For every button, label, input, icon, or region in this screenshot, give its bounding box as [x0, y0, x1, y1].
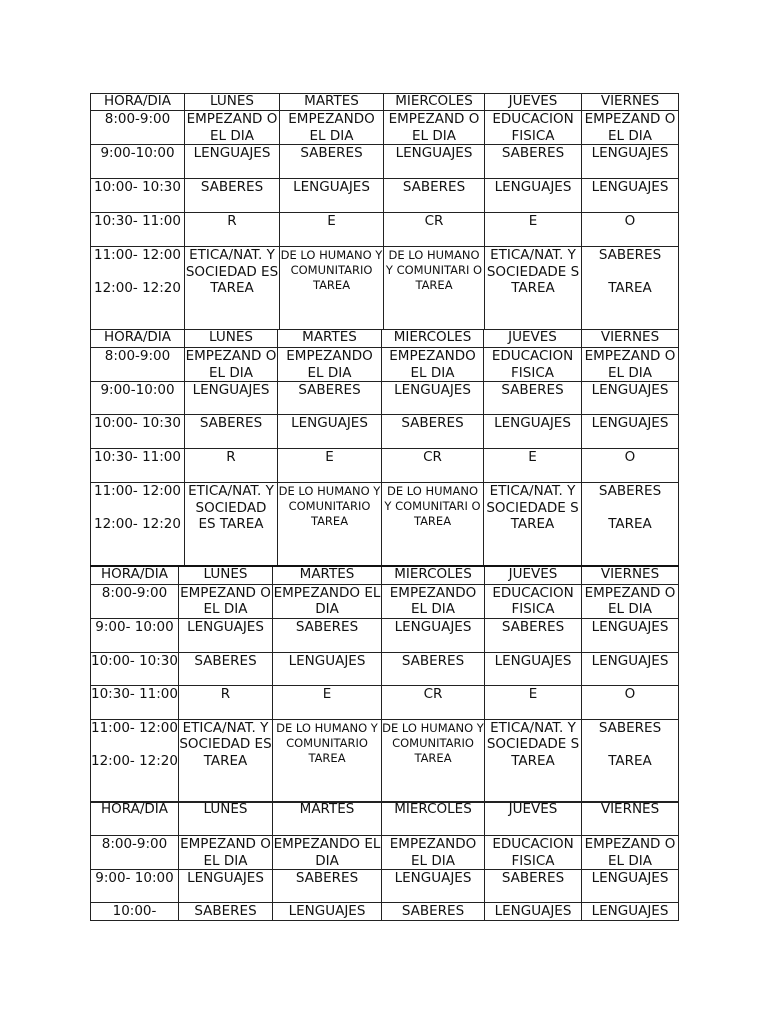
table-row	[91, 179, 679, 213]
header-lunes: LUNES	[185, 330, 278, 348]
class-cell: EMPEZANDO EL DIA	[273, 584, 381, 617]
class-cell: LENGUAJES	[382, 382, 484, 415]
hora-cell: 8:00-9:00	[91, 348, 185, 382]
class-cell: LENGUAJES	[179, 870, 273, 903]
hora-cell: 10:30- 11:00	[91, 449, 185, 483]
table-row	[91, 111, 679, 145]
class-cell: EMPEZAND O EL DIA	[582, 348, 679, 382]
header-hora: HORA/DIA	[91, 330, 185, 348]
hora-cell: 10:00- 10:30	[91, 652, 179, 685]
class-cell: SABERES	[179, 652, 273, 685]
class-cell: CR	[384, 213, 485, 247]
table-row	[91, 483, 679, 566]
class-cell: DE LO HUMANO Y COMUNITARI O TAREA	[382, 483, 484, 566]
class-cell: SABERES TAREA	[582, 247, 679, 330]
class-cell: SABERES	[185, 415, 278, 449]
table-row	[91, 449, 679, 483]
class-cell: EDUCACION FISICA	[484, 348, 582, 382]
schedule-table-3	[90, 565, 679, 803]
class-cell: SABERES	[280, 145, 384, 179]
class-cell: LENGUAJES	[485, 903, 582, 921]
schedule-table-1	[90, 93, 679, 330]
class-cell: SABERES	[484, 382, 582, 415]
class-cell: LENGUAJES	[582, 382, 679, 415]
class-cell: SABERES	[185, 179, 280, 213]
class-cell: LENGUAJES	[582, 870, 679, 903]
header-miercoles: MIERCOLES	[382, 802, 485, 836]
class-cell: DE LO HUMANO Y COMUNITARIO TAREA	[280, 247, 384, 330]
table-row	[91, 685, 679, 719]
class-cell: EMPEZAND O EL DIA	[582, 584, 679, 618]
header-miercoles: MIERCOLES	[382, 566, 485, 584]
class-cell: LENGUAJES	[278, 415, 382, 449]
class-cell: ETICA/NAT. Y SOCIEDAD ES TAREA	[185, 483, 278, 566]
table-row	[91, 903, 679, 921]
class-cell: SABERES	[273, 618, 382, 652]
table-row	[91, 584, 679, 618]
class-cell: SABERES	[273, 870, 382, 903]
class-cell: CR	[382, 449, 484, 483]
class-cell: ETICA/NAT. Y SOCIEDADE S TAREA	[485, 247, 582, 330]
class-cell: O	[582, 213, 679, 247]
class-cell: DE LO HUMANO Y COMUNITARIO TAREA	[273, 719, 382, 802]
class-cell: E	[278, 449, 382, 483]
class-cell: E	[273, 685, 382, 719]
header-martes: MARTES	[273, 802, 382, 836]
hora-cell: 10:30- 11:00	[91, 213, 185, 247]
class-cell: LENGUAJES	[185, 145, 280, 179]
header-jueves: JUEVES	[485, 94, 582, 111]
class-cell: LENGUAJES	[382, 870, 485, 903]
header-miercoles: MIERCOLES	[384, 94, 485, 111]
class-cell: DE LO HUMANO Y COMUNITARI O TAREA	[384, 247, 485, 330]
hora-cell: 8:00-9:00	[91, 584, 179, 618]
table-row	[91, 652, 679, 685]
class-cell: LENGUAJES	[582, 179, 679, 213]
class-cell: EDUCACION FISICA	[485, 836, 582, 870]
class-cell: LENGUAJES	[179, 618, 273, 652]
header-jueves: JUEVES	[484, 330, 582, 348]
class-cell: EMPEZANDO EL DIA	[273, 836, 381, 869]
hora-cell: 11:00- 12:00 12:00- 12:20	[91, 483, 185, 566]
class-cell: LENGUAJES	[280, 179, 384, 213]
hora-cell: 9:00- 10:00	[91, 618, 179, 652]
header-row	[91, 566, 679, 584]
header-row	[91, 330, 679, 348]
header-row	[91, 94, 679, 111]
table-row	[91, 247, 679, 330]
header-jueves: JUEVES	[485, 566, 582, 584]
class-cell: SABERES	[382, 903, 485, 921]
class-cell: LENGUAJES	[485, 652, 582, 685]
class-cell: LENGUAJES	[382, 618, 485, 652]
header-martes: MARTES	[280, 94, 384, 111]
header-lunes: LUNES	[185, 94, 280, 111]
class-cell: R	[185, 213, 280, 247]
header-miercoles: MIERCOLES	[382, 330, 484, 348]
class-cell: LENGUAJES	[185, 382, 278, 415]
table-row	[91, 145, 679, 179]
class-cell: SABERES	[485, 145, 582, 179]
hora-cell: 11:00- 12:00 12:00- 12:20	[91, 719, 179, 802]
header-hora: HORA/DIA	[91, 94, 185, 111]
header-row	[91, 802, 679, 836]
class-cell: LENGUAJES	[484, 415, 582, 449]
class-cell: SABERES	[384, 179, 485, 213]
class-cell: LENGUAJES	[582, 145, 679, 179]
class-cell: EMPEZANDO EL DIA	[382, 836, 485, 870]
hora-cell: 8:00-9:00	[91, 111, 185, 145]
class-cell: E	[485, 685, 582, 719]
class-cell: ETICA/NAT. Y SOCIEDADE S TAREA	[485, 719, 582, 802]
hora-cell: 10:00-	[91, 903, 179, 921]
header-hora: HORA/DIA	[91, 566, 179, 584]
class-cell: EMPEZAND O EL DIA	[180, 584, 271, 617]
class-cell: EMPEZANDO EL DIA	[382, 348, 484, 382]
hora-cell: 10:00- 10:30	[91, 179, 185, 213]
class-cell: EMPEZANDO EL DIA	[382, 584, 485, 618]
table-row	[91, 719, 679, 802]
class-cell: SABERES	[485, 618, 582, 652]
class-cell: SABERES TAREA	[582, 483, 679, 566]
class-cell: R	[185, 449, 278, 483]
class-cell: ETICA/NAT. Y SOCIEDADE S TAREA	[484, 483, 582, 566]
class-cell: SABERES	[382, 415, 484, 449]
table-row	[91, 618, 679, 652]
class-cell: EDUCACION FISICA	[485, 111, 582, 145]
hora-cell: 10:30- 11:00	[91, 685, 179, 719]
table-row	[91, 836, 679, 870]
class-cell: SABERES	[382, 652, 485, 685]
class-cell: EMPEZAND O EL DIA	[185, 111, 280, 145]
class-cell: LENGUAJES	[273, 652, 382, 685]
class-cell: SABERES	[179, 903, 273, 921]
class-cell: LENGUAJES	[485, 179, 582, 213]
class-cell: R	[179, 685, 273, 719]
hora-cell: 11:00- 12:00 12:00- 12:20	[91, 247, 185, 330]
table-row	[91, 213, 679, 247]
header-hora: HORA/DIA	[91, 802, 179, 836]
header-viernes: VIERNES	[582, 330, 679, 348]
class-cell: SABERES	[485, 870, 582, 903]
class-cell: EMPEZAND O EL DIA	[180, 836, 271, 869]
class-cell: O	[582, 449, 679, 483]
class-cell: LENGUAJES	[582, 903, 679, 921]
class-cell: EMPEZAND O EL DIA	[582, 836, 679, 870]
class-cell: E	[484, 449, 582, 483]
hora-cell: 8:00-9:00	[91, 836, 179, 870]
hora-cell: 9:00-10:00	[91, 382, 185, 415]
class-cell: EMPEZAND O EL DIA	[185, 348, 277, 381]
table-row	[91, 348, 679, 382]
class-cell: DE LO HUMANO Y COMUNITARIO TAREA	[382, 719, 485, 802]
class-cell: ETICA/NAT. Y SOCIEDAD ES TAREA	[179, 719, 273, 802]
class-cell: E	[485, 213, 582, 247]
schedule-table-4	[90, 801, 679, 921]
header-lunes: LUNES	[179, 566, 273, 584]
table-row	[91, 382, 679, 415]
class-cell: EMPEZANDO EL DIA	[278, 348, 382, 382]
header-martes: MARTES	[278, 330, 382, 348]
class-cell: DE LO HUMANO Y COMUNITARIO TAREA	[278, 483, 382, 566]
header-lunes: LUNES	[179, 802, 273, 836]
class-cell: EMPEZANDO EL DIA	[280, 111, 384, 145]
class-cell: EDUCACION FISICA	[485, 584, 582, 618]
header-viernes: VIERNES	[582, 566, 679, 584]
hora-cell: 9:00-10:00	[91, 145, 185, 179]
header-martes: MARTES	[273, 566, 382, 584]
class-cell: LENGUAJES	[582, 652, 679, 685]
hora-cell: 9:00- 10:00	[91, 870, 179, 903]
schedule-table-2	[90, 329, 679, 566]
class-cell: SABERES TAREA	[582, 719, 679, 802]
table-row	[91, 415, 679, 449]
class-cell: CR	[382, 685, 485, 719]
class-cell: LENGUAJES	[582, 618, 679, 652]
class-cell: EMPEZAND O EL DIA	[582, 111, 679, 145]
class-cell: LENGUAJES	[582, 415, 679, 449]
class-cell: EMPEZAND O EL DIA	[384, 111, 485, 145]
table-row	[91, 870, 679, 903]
class-cell: SABERES	[278, 382, 382, 415]
header-jueves: JUEVES	[485, 802, 582, 836]
header-viernes: VIERNES	[582, 94, 679, 111]
class-cell: LENGUAJES	[384, 145, 485, 179]
class-cell: E	[280, 213, 384, 247]
class-cell: ETICA/NAT. Y SOCIEDAD ES TAREA	[185, 247, 280, 330]
header-viernes: VIERNES	[582, 802, 679, 836]
class-cell: LENGUAJES	[273, 903, 382, 921]
hora-cell: 10:00- 10:30	[91, 415, 185, 449]
class-cell: O	[582, 685, 679, 719]
